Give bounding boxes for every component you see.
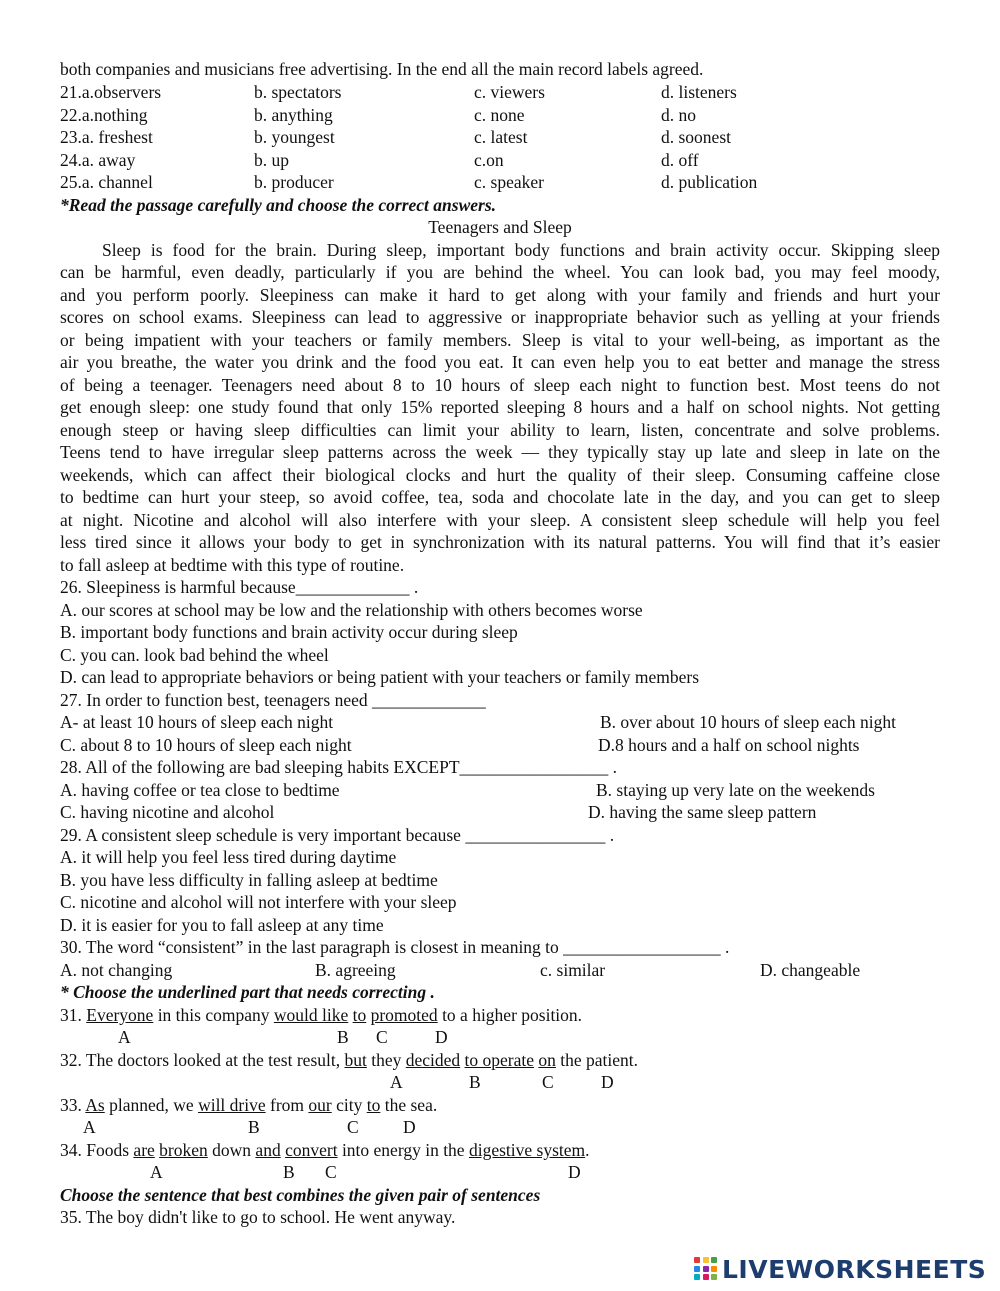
underlined-part-b[interactable]: would like: [273, 1005, 349, 1025]
text: into energy in the: [337, 1140, 469, 1160]
text: the patient.: [555, 1050, 639, 1070]
marker-d: D: [403, 1117, 416, 1137]
passage-line: Sleep is food for the brain. During sleep, important body functions and brain activity occur. Skipping sleep: [102, 240, 940, 260]
marker-a: A: [118, 1027, 131, 1047]
question-32: [60, 1049, 638, 1072]
liveworksheets-logo: [694, 1254, 986, 1284]
passage-line: can be harmful, even deadly, particularly if you are behind the wheel. You can look bad, you may feel moody,: [60, 262, 940, 282]
logo-square: [711, 1257, 717, 1263]
passage-title: Teenagers and Sleep: [428, 217, 572, 237]
answer-option-d[interactable]: D. changeable: [760, 960, 861, 980]
question-stem: 27. In order to function best, teenagers need _____________: [60, 690, 486, 710]
answer-option-b[interactable]: B. you have less difficulty in falling asleep at bedtime: [60, 870, 438, 890]
passage-line: weekends, which can affect their biological clocks and hurt the quality of their sleep. Consuming caffeine close: [60, 465, 940, 485]
underlined-part-d[interactable]: to: [366, 1095, 381, 1115]
answer-option-b[interactable]: B. agreeing: [315, 960, 396, 980]
question-34: [60, 1139, 590, 1162]
text: 34. Foods: [60, 1140, 134, 1160]
underlined-part-a[interactable]: As: [85, 1095, 105, 1115]
text: in this company: [153, 1005, 274, 1025]
text: city: [331, 1095, 367, 1115]
marker-d: D: [568, 1162, 581, 1182]
option-b: b. spectators: [254, 82, 342, 102]
text: 31.: [60, 1005, 87, 1025]
passage-line: air you breathe, the water you drink and the food you eat. It can even help you to eat better and manage the stress: [60, 352, 940, 372]
option-c: c.on: [474, 150, 504, 170]
underlined-part-d[interactable]: promoted: [370, 1005, 438, 1025]
option-d: d. listeners: [661, 82, 737, 102]
option-c: c. none: [474, 105, 525, 125]
marker-b: B: [283, 1162, 295, 1182]
logo-square: [703, 1266, 709, 1272]
option-c: c. latest: [474, 127, 528, 147]
combine-instruction: Choose the sentence that best combines the given pair of sentences: [60, 1185, 541, 1205]
marker-b: B: [469, 1072, 481, 1092]
question-31: [60, 1004, 582, 1027]
text: down: [207, 1140, 256, 1160]
underlined-part-a[interactable]: but: [344, 1050, 367, 1070]
answer-option-b[interactable]: B. over about 10 hours of sleep each night: [600, 712, 896, 732]
passage-line: to fall asleep at bedtime with this type of routine.: [60, 555, 405, 575]
underlined-part-a[interactable]: are: [133, 1140, 155, 1160]
option-b: b. producer: [254, 172, 334, 192]
logo-squares-icon: [694, 1257, 718, 1281]
passage-line: to bedtime can hurt your steep, so avoid coffee, tea, soda and chocolate late in the day, and you can get to sleep: [60, 487, 940, 507]
option-a: 25.a. channel: [60, 172, 153, 192]
passage-line: scores on school exams. Sleepiness can lead to aggressive or inappropriate behavior such as yelling at your friends: [60, 307, 940, 327]
logo-square: [694, 1257, 700, 1263]
question-stem: 29. A consistent sleep schedule is very important because ________________ .: [60, 825, 615, 845]
answer-option-d[interactable]: D. it is easier for you to fall asleep at any time: [60, 915, 384, 935]
text: to a higher position.: [437, 1005, 583, 1025]
answer-option-a[interactable]: A. not changing: [60, 960, 173, 980]
marker-d: D: [435, 1027, 448, 1047]
answer-option-c[interactable]: C. about 8 to 10 hours of sleep each night: [60, 735, 352, 755]
marker-c: C: [347, 1117, 359, 1137]
logo-square: [694, 1266, 700, 1272]
passage-line: get enough sleep: one study found that only 15% reported sleeping 8 hours and a half on school nights. Not getting: [60, 397, 940, 417]
answer-option-c[interactable]: C. nicotine and alcohol will not interfere with your sleep: [60, 892, 457, 912]
underlined-part-d[interactable]: convert: [285, 1140, 338, 1160]
text: they: [366, 1050, 406, 1070]
option-a: 21.a.observers: [60, 82, 162, 102]
answer-option-d[interactable]: D.8 hours and a half on school nights: [598, 735, 860, 755]
logo-square: [711, 1266, 717, 1272]
marker-b: B: [337, 1027, 349, 1047]
passage-line: or being impatient with your teachers or family members. Sleep is vital to your well-being, as important as the: [60, 330, 940, 350]
underlined-part-b[interactable]: broken: [159, 1140, 208, 1160]
marker-c: C: [376, 1027, 388, 1047]
text: 33.: [60, 1095, 86, 1115]
option-a: 22.a.nothing: [60, 105, 148, 125]
underlined-part-e[interactable]: digestive system: [468, 1140, 586, 1160]
passage-line: enough steep or having sleep difficulties can limit your ability to learn, listen, concentrate and solve problems.: [60, 420, 940, 440]
option-b: b. anything: [254, 105, 333, 125]
underlined-part-c[interactable]: and: [255, 1140, 281, 1160]
marker-a: A: [390, 1072, 403, 1092]
answer-option-c[interactable]: C. you can. look bad behind the wheel: [60, 645, 329, 665]
underlined-part-c[interactable]: to: [352, 1005, 367, 1025]
question-stem: 28. All of the following are bad sleeping habits EXCEPT_________________ .: [60, 757, 618, 777]
answer-option-c[interactable]: C. having nicotine and alcohol: [60, 802, 275, 822]
option-a: 24.a. away: [60, 150, 136, 170]
option-b: b. youngest: [254, 127, 335, 147]
answer-option-b[interactable]: B. important body functions and brain activity occur during sleep: [60, 622, 518, 642]
answer-option-c[interactable]: c. similar: [540, 960, 606, 980]
answer-option-b[interactable]: B. staying up very late on the weekends: [596, 780, 875, 800]
option-d: d. no: [661, 105, 696, 125]
option-b: b. up: [254, 150, 289, 170]
option-c: c. speaker: [474, 172, 544, 192]
marker-a: A: [150, 1162, 163, 1182]
option-a: 23.a. freshest: [60, 127, 153, 147]
question-35: 35. The boy didn't like to go to school. He went anyway.: [60, 1207, 456, 1227]
logo-square: [711, 1274, 717, 1280]
passage-line: and you perform poorly. Sleepiness can make it hard to get along with your family and friends and hurt your: [60, 285, 940, 305]
underlined-part-b[interactable]: will drive: [198, 1095, 266, 1115]
passage-line: Teens tend to have irregular sleep patterns across the week — they typically stay up late and sleep in late on the: [60, 442, 940, 462]
option-d: d. soonest: [661, 127, 731, 147]
text: 32. The doctors looked at the test result,: [60, 1050, 345, 1070]
underlined-part-c[interactable]: our: [308, 1095, 332, 1115]
underlined-part-c[interactable]: to operate: [464, 1050, 535, 1070]
underlined-part-b[interactable]: decided: [405, 1050, 461, 1070]
answer-option-a[interactable]: A. our scores at school may be low and the relationship with others becomes worse: [60, 600, 643, 620]
question-stem: 30. The word “consistent” in the last paragraph is closest in meaning to __________________ .: [60, 937, 730, 957]
passage-line: less tired since it allows your body to get in synchronization with its natural patterns. You will find that it’s easier: [60, 532, 940, 552]
answer-option-a[interactable]: A. it will help you feel less tired during daytime: [60, 847, 397, 867]
logo-square: [703, 1274, 709, 1280]
reading-instruction: *Read the passage carefully and choose the correct answers.: [60, 195, 497, 215]
marker-a: A: [83, 1117, 96, 1137]
marker-b: B: [248, 1117, 260, 1137]
answer-option-d[interactable]: D. having the same sleep pattern: [588, 802, 817, 822]
option-d: d. publication: [661, 172, 758, 192]
text: .: [585, 1140, 590, 1160]
question-stem: 26. Sleepiness is harmful because_____________ .: [60, 577, 419, 597]
logo-square: [703, 1257, 709, 1263]
marker-c: C: [325, 1162, 337, 1182]
marker-c: C: [542, 1072, 554, 1092]
logo-square: [694, 1274, 700, 1280]
text: from: [265, 1095, 309, 1115]
underlined-part-a[interactable]: Everyone: [86, 1005, 154, 1025]
option-d: d. off: [661, 150, 699, 170]
option-c: c. viewers: [474, 82, 545, 102]
answer-option-a[interactable]: A. having coffee or tea close to bedtime: [60, 780, 340, 800]
error-instruction: * Choose the underlined part that needs correcting .: [60, 982, 435, 1002]
passage-line: of being a teenager. Teenagers need about 8 to 10 hours of sleep each night to function best. Most teens do not: [60, 375, 940, 395]
answer-option-d[interactable]: D. can lead to appropriate behaviors or being patient with your teachers or family members: [60, 667, 700, 687]
marker-d: D: [601, 1072, 614, 1092]
text: planned, we: [104, 1095, 199, 1115]
intro-line: both companies and musicians free advertising. In the end all the main record labels agreed.: [60, 59, 704, 79]
logo-text: LIVEWORKSHEETS: [722, 1254, 987, 1284]
answer-option-a[interactable]: A- at least 10 hours of sleep each night: [60, 712, 334, 732]
underlined-part-d[interactable]: on: [538, 1050, 556, 1070]
text: the sea.: [380, 1095, 438, 1115]
passage-line: at night. Nicotine and alcohol will also interfere with your sleep. A consistent sleep schedule will help you feel: [60, 510, 940, 530]
question-33: [60, 1094, 437, 1117]
